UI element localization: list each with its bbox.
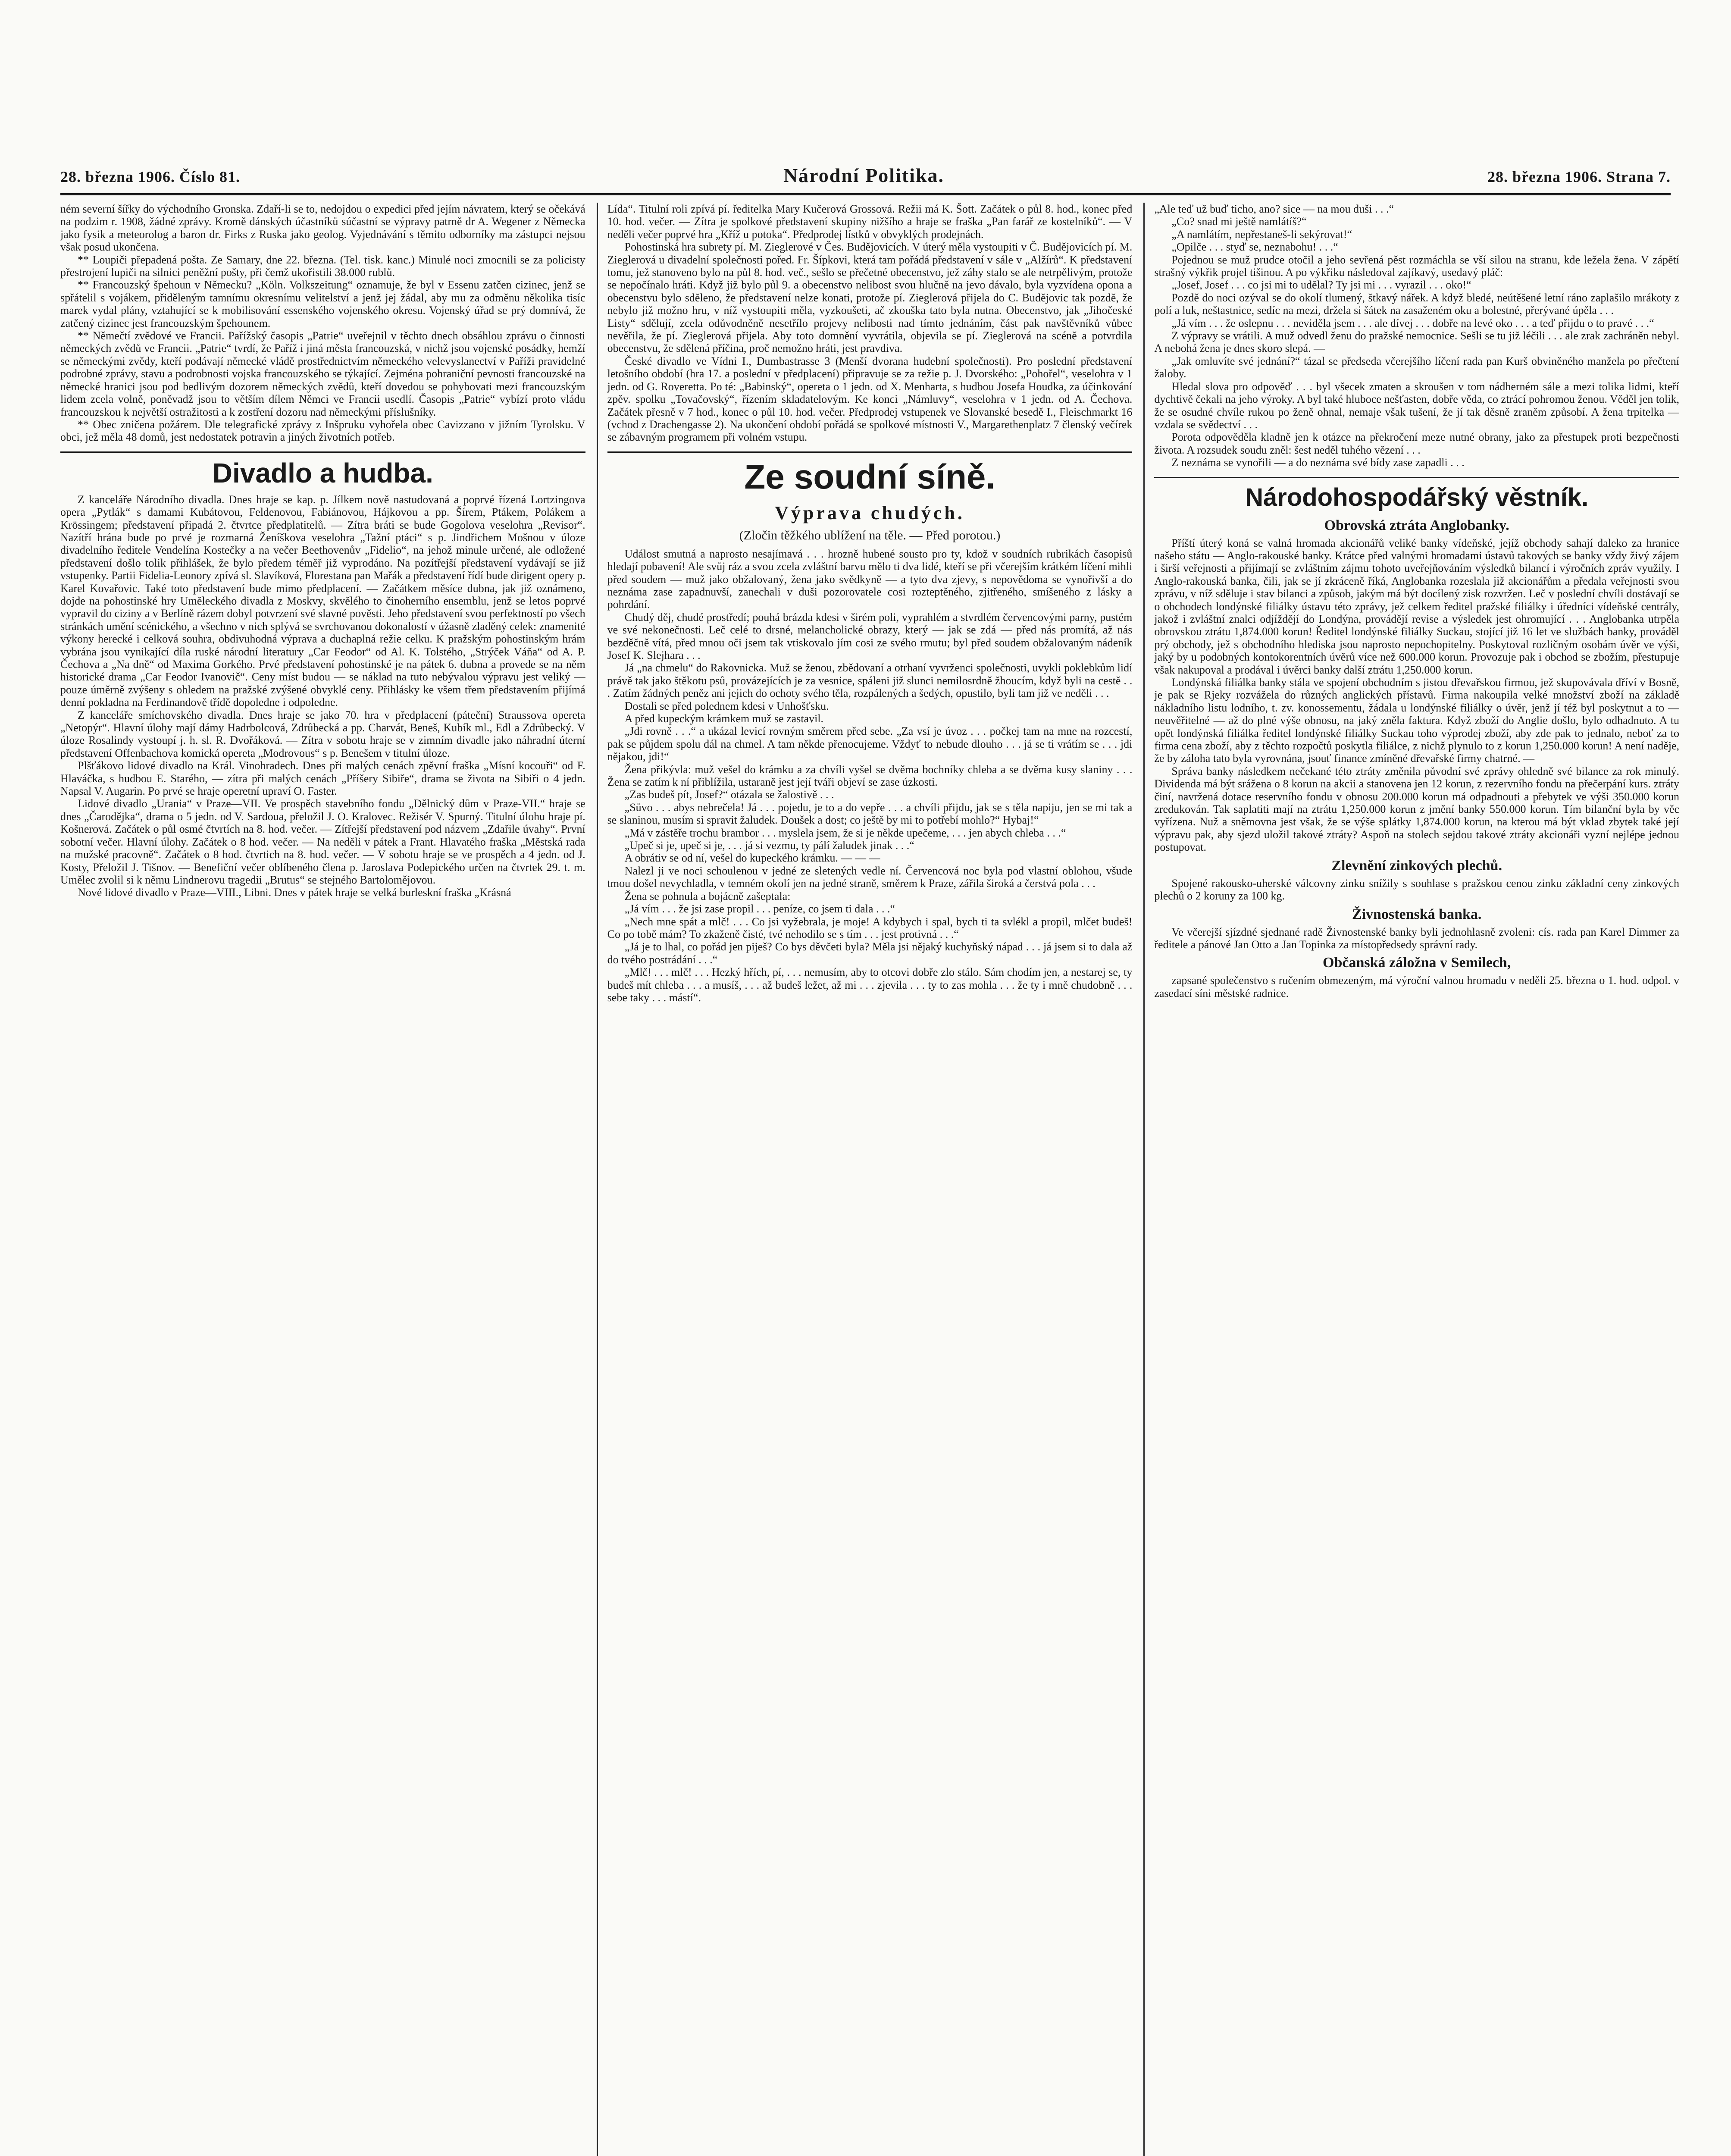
article-paragraph: „Já vím . . . že oslepnu . . . neviděla jsem . . . ale dívej . . . dobře na levé oko . . . a teď přijdu o to pravé . . .“ — [1171, 317, 1654, 329]
theatre-item: Z kanceláře Národního divadla. Dnes hraje se kap. p. Jílkem nově nastudovaná a poprvé řízená Lortzingova opera „Pytlák“ s damami Kubátovou, Feldenovou, Fabiánovou, Hájkovou a pp. Šírem, Ptákem, Polákem a Krössingem; představení připadá 2. čtvrtce předplatitelů. — Zítra bráti se bude Gogolova veselohra „Revisor“. Nazítří hrána bude po prvé je rozmarná Ženíškova veselohra „Tažní ptáci“ s p. Jindřichem Mošnou v úloze divadelního ředitele Vendelína Kostečky a na večer Beethovenův „Fidelio“, na jehož minule určené, ale odložené představení došlo tolik přihlášek, že bylo předem téměř již vyprodáno. Na pozítřejší představení vydávají se již vstupenky. Partii Fidelia-Leonory zpívá sl. Slavíková, Florestana pan Mařák a představení řídí bude dirigent opery p. Karel Kovařovic. Také toto představení bude mimo předplacení. — Začátkem měsíce dubna, jak již oznámeno, dojde na pohostinské hry Uměleckého divadla z Moskvy, skvělého to činoherního ensemblu, jenž se letos poprvé vypravil do ciziny a v Berlíně rázem dobyl potvrzení své slavné pověsti. Jeho představení svou perfektností po všech stránkách umění scénického, a všechno v nich splývá se svrchovanou dokonalostí v úžasně zladěný celek: znamenité výkony herecké i celková souhra, obdivuhodná výprava a duchaplná režie celku. K pražským pohostinským hrám vybrána jsou vynikající díla ruské národní literatury „Car Feodor“ od Al. K. Tolstého, „Strýček Váňa“ od A. P. Čechova a „Na dně“ od Maxima Gorkého. Prvé představení pohostinské je na pátek 6. dubna a provede se na něm historické drama „Car Feodor Ivanovič“. Ceny míst budou — se náklad na tuto nebývalou výpravu jest veliký — pouze úměrně zvýšeny s ohledem na pražské zvýšené obvyklé ceny. Přihlásky ke všem třem představením přijímá denní pokladna na Ferdinandově třídě dopoledne i odpoledne. — [60, 493, 585, 709]
issue-date-left: 28. března 1906. Číslo 81. — [60, 168, 240, 185]
column-2 — [597, 203, 1133, 2156]
article-paragraph: Dostali se před polednem kdesi v Unhošťsku. — [624, 699, 829, 712]
newspaper-title: Národní Politika. — [783, 164, 945, 186]
article-paragraph: „Já vím . . . že jsi zase propil . . . peníze, co jsem ti dala . . .“ — [624, 903, 895, 915]
article-paragraph: „Má v zástěře trochu brambor . . . myslela jsem, že si je někde upečeme, . . . jen abych chleba . . .“ — [624, 826, 1066, 839]
theatre-item: Lída“. Titulní roli zpívá pí. ředitelka Mary Kučerová Grossová. Režii má K. Šott. Začátek o půl 8. hod., konec před 10. hod. večer. — Zítra je spolkové představení skupiny nižšího a hraje se fraška „Pan farář ze kostelníků“. — V neděli večer poprvé hra „Kříž u potoka“. Předprodej lístků v obvyklých prodejnách. — [607, 203, 1133, 241]
economy-paragraph: Příští úterý koná se valná hromada akcionářů veliké banky vídeňské, jejíž obchody sahají daleko za hranice našeho státu — Anglo-rakouské banky. Krátce před valnými hromadami ústavů takových se banky vždy živý zájem i širší veřejnosti a přijímají se zvláštním zájmu tohoto uveřejňováním výsledků bilancí i výročních zpráv využily. I Anglo-rakouská banka, čili, jak se jí zkráceně říká, Anglobanka rozeslala již akcionářům a předala veřejnosti svou zprávu, v níž sděluje i stav bilanci a způsob, jakým má být docílený zisk rozvržen. Leč v poslední chvíli dostávají se o obchodech londýnské filiálky ústavu této zprávy, jež celkem ředitel pražské filiálky i úředníci vídeňské centrály, jakož i zvláštní znalci odjíždějí do Londýna, provádějí revise a výsledek jest ohromující . . . Anglobanka utrpěla obrovskou ztrátu 1,874.000 korun! Ředitel londýnské filiálky Suckau, stojící již 16 let ve službách banky, prováděl prý obchody, jež s obchodního hlediska jsou naprosto nepochopitelny. Poskytoval rozličným osobám úvěr ve výši, jaký by u podobných kontokorentních úvěrů více než 600.000 korun. Provozuje pak i obchod se zbožím, přestupuje však nakupoval a prodával i úvěrci banky další ztrátu 1,250.000 korun. — [1154, 536, 1680, 676]
article-paragraph: „Mlč! . . . mlč! . . . Hezký hřích, pí, . . . nemusím, aby to otcovi dobře zlo stálo. Sám chodím jen, a nestarej se, ty budeš mít chleba . . . a musíš, . . . až budeš ležet, až mi . . . zjevila . . . ty to zas mohla . . . že ty i mně chudobně . . . sebe taky . . . mástí“. — [607, 966, 1133, 1004]
article-paragraph: Pojednou se muž prudce otočil a jeho sevřená pěst rozmáchla se vší silou na stranu, kde ležela žena. V zápětí strašný výkřik projel tišinou. A po výkřiku následoval zajíkavý, usedavý pláč: — [1154, 253, 1680, 279]
section-heading-economy: Národohospodářský věstník. — [1154, 477, 1679, 513]
news-item: ** Obec zničena požárem. Dle telegrafické zprávy z Inšpruku vyhořela obec Cavizzano v jižním Tyrolsku. V obci, jež měla 48 domů, jest nedostatek potravin a jiných životních potřeb. — [60, 418, 585, 444]
news-item: ** Němečtí zvědové ve Francii. Pařížský časopis „Patrie“ uveřejnil v těchto dnech obsáhlou zprávu o činnosti německých zvědů ve Francii. „Patrie“ tvrdí, že Paříž i jiná města francouzská, v nichž jsou vojenské posádky, hemží se německými zvědy, kteří podávají německé vládě prostřednictvím německého velevyslanectví v Paříži pravidelné podrobné zprávy, stavu a podrobnosti vojska francouzského se týkající. Zejména pohraniční pevnosti francouzské na německé hranici jsou pod bedlivým dozorem německých zvědů, kteří dovedou se pohybovati mezi francouzským lidem zcela volně, poněvadž jsou to větším dílem Němci ve Francii usedlí. Časopis „Patrie“ vybízí proto vládu francouzskou k největší ostražitosti a k zostření dozoru nad německými příslušníky. — [60, 329, 585, 418]
article-paragraph: Žena se pohnula a bojácně zašeptala: — [624, 890, 791, 903]
article-paragraph: „Zas budeš pít, Josef?“ otázala se žalostivě . . . — [624, 788, 834, 801]
article-paragraph: „Jdi rovně . . .“ a ukázal levicí rovným směrem před sebe. „Za vsí je úvoz . . . počkej tam na mne na rozcestí, pak se půjdem spolu dál na chmel. A tam někde přenocujeme. Vždyť to nebude dlouho . . . já se ti vrátím se . . . jdi nějakou, jdi!“ — [607, 725, 1133, 763]
article-paragraph: Já „na chmelu“ do Rakovnicka. Muž se ženou, zbědovaní a otrhaní vyvrženci společnosti, uvykli poklebkům lidí právě tak jako štěkotu psů, provázejících je za vesnice, spáleni již slunci nemilosrdně žhoucím, když byli na cestě . . . Zatím žádných peněz ani jejich do ochoty svého těla, rozpálených a šedých, opustilo, byli tam již ve neděli . . . — [607, 661, 1133, 700]
article-subheadline: (Zločin těžkého ublížení na těle. — Před porotou.) — [739, 528, 1001, 542]
article-paragraph: „Co? snad mi ještě namlátíš?“ — [1171, 215, 1307, 228]
article-paragraph: „Opilče . . . styď se, neznabohu! . . .“ — [1171, 241, 1338, 254]
article-paragraph: „Ale teď už buď ticho, ano? sice — na mou duši . . .“ — [1154, 203, 1394, 215]
article-paragraph: „A namlátím, nepřestaneš-li sekýrovat!“ — [1171, 228, 1352, 241]
article-paragraph: Událost smutná a naprosto nesajímavá . . . hrozně hubené sousto pro ty, kdož v soudních rubrikách časopisů hledají pobavení! Ale svůj ráz a svou zcela zvláštní barvu mělo ti dva lidé, kteří se při včerejším krátkém líčení mihli před soudem — muž jako obžalovaný, žena jako svědkyně — a tyto dva zjevy, s nepovědoma se vynořivší a do neznáma zase zapadnuvší, zanechali v duši pozorovatele cosi rozteptěného, zjitřeného, smíšeného z lásky a pohrdání. — [607, 547, 1133, 611]
article-headline: Obrovská ztráta Anglobanky. — [1324, 517, 1509, 533]
theatre-item: Lidové divadlo „Urania“ v Praze—VII. Ve prospěch stavebního fondu „Dělnický dům v Praze-VII.“ hraje se dnes „Čarodějka“, drama o 5 jedn. od V. Sardoua, přeložil J. O. Kralovec. Režisér V. Spurný. Titulní úlohu hraje pí. Košnerová. Začátek o půl osmé čtvrtích na 8. hod. večer. — Zítřejší představení pod názvem „Zdařile úvahy“. První sobotní večer. Hlavní úlohy. Začátek o 8 hod. večer. — Na neděli v pátek a Frant. Hlavatého fraška „Městská rada na mužské pracovně“. Začátek o 8 hod. čtvrtich na 8. hod. večer. — V sobotu hraje se ve prospěch a 4 jedn. od J. Kosty, Přeložil J. Tišnov. — Benefiční večer oblíbeného člena p. Jaroslava Podepického určen na čtvrtek 29. t. m. Umělec zvolil si k němu Lindnerovu tragedii „Brutus“ se stejného Bartolomějovou. — [60, 797, 585, 886]
masthead — [60, 164, 1671, 195]
theatre-item: České divadlo ve Vídni I., Dumbastrasse 3 (Menší dvorana hudební společnosti). Pro poslední představení letošního období (hra 17. a poslední v předplacení) připravuje se za režie p. J. Dvorského: „Pohořel“, veselohra v 1 jedn. od G. Roveretta. Po té: „Babinský“, opereta o 1 jedn. od X. Menharta, s hudbou Josefa Houdka, za účinkování zpěv. spolku „Tovačovský“, řízením skladatelovým. Ke konci „Námluvy“, veselohra v 1 jedn. od A. Čechova. Začátek přesně v 7 hod., konec o půl 10. hod. večer. Předprodej vstupenek ve Slovanské besedě I., Fleischmarkt 16 (vchod z Drachengasse 2). Na ukončení období pořádá se spolkové místnosti V., Margarethenplatz 7 členský večírek se zábavným programem při volném vstupu. — [607, 354, 1133, 444]
news-item: ** Francouzský špehoun v Německu? „Köln. Volkszeitung“ oznamuje, že byl v Essenu zatčen cizinec, jenž se spřátelil s vojákem, přiděleným tamnímu okresnímu velitelství a jenž jej žádal, aby mu za odměnu několika tisíc marek vydal plány, vztahující se k mobilisování essenského vojenského okresu. Vojenský úřad se prý domnívá, že zatčený cizinec jest francouzským špehounem. — [60, 279, 585, 329]
economy-paragraph: Ve včerejší sjízdné sjednané radě Živnostenské banky byli jednohlasně zvoleni: cís. rada pan Karel Dimmer za ředitele a pánové Jan Otto a Jan Topinka za místopředsedy správní rady. — [1154, 925, 1680, 951]
article-paragraph: „Nech mne spát a mlč! . . . Co jsi vyžebrala, je moje! A kdybych i spal, bych ti ta svlékl a propil, mlčet budeš! Co po tobě mám? To zkaženě čisté, tvé nehodilo se s tím . . . jest protivná . . .“ — [607, 915, 1133, 940]
theatre-item: Nové lidové divadlo v Praze—VIII., Libni. Dnes v pátek hraje se velká burleskní fraška „Krásná — [78, 886, 511, 899]
section-heading-court: Ze soudní síně. — [607, 451, 1133, 497]
issue-date-right: 28. března 1906. Strana 7. — [1487, 168, 1671, 185]
theatre-item: Pohostinská hra subrety pí. M. Zieglerové v Čes. Budějovicích. V úterý měla vystoupiti v Č. Budějovicích pí. M. Zieglerová u divadelní společnosti pořed. Fr. Šípkovi, která tam pořádá představení v sále v „Alžírů“. K představení tomu, jež stanoveno bylo na půl 8. hod. več., sešlo se přečetné obecenstvo, jež záhy stalo se ale netrpělivým, protože se nepočínalo hráti. Když již bylo půl 9. a obecenstvo nelibost svou hlučně na jevo dávalo, byla vyzvídena opona a obecenstvu bylo sděleno, že představení nelze konati, protože pí. Zieglerová přijela do C. Budějovic tak pozdě, že nebylo již možno hru, v níž vystoupiti měla, vyzkoušeti, ač zkouška tato byla nutna. Obecenstvo, jak „Jihočeské Listy“ sdělují, zcela odůvodněně nesetřílo projevy nelibosti nad tímto jednáním, část pak navštěvníků vůbec nevěřila, že pí. Zieglerová přijela. Aby toto domnění vyvrátila, objevila se pí. Zieglerová na scéně a potvrdila obecenstvu, že sdělená příčina, proč nemožno hráti, jest pravdiva. — [607, 241, 1133, 355]
article-paragraph: Porota odpověděla kladně jen k otázce na překročení meze nutné obrany, jako za přestupek proti bezpečnosti života. A rozsudek soudu zněl: šest neděl tuhého vězení . . . — [1154, 431, 1680, 456]
economy-paragraph: Správa banky následkem nečekané této ztráty změnila původní své zprávy ohledně své bilance za rok minulý. Dividenda má být srážena o 8 korun na akcii a stanovena jen 12 korun, z rezervního fondu na přečerpání kurs. ztráty činí, navržená dotace reservního fondu v obnosu 200.000 korun má odpadnouti a přebytek ve výši 350.000 korun zredukován. Tak saplatiti mají na ztrátu 1,250.000 korun z jmění banky 550.000 korun. Tím bilanční byla by věc vyřízena. Nuž a sněmovna jest však, že se výše splátky 1,874.000 korun, na kterou má být vklad zbytek také její výpravu pak, aby sjezd uložil takové ztráty? Aspoň na stolech sejdou takové ztráty akcionáři vyzní nejlépe jednou postupovat. — [1154, 765, 1680, 854]
item-headline: Zlevnění zinkových plechů. — [1331, 857, 1502, 874]
article-paragraph: „Josef, Josef . . . co jsi mi to udělal? Ty jsi mi . . . vyrazil . . . oko!“ — [1171, 279, 1471, 291]
article-paragraph: Žena přikývla: muž vešel do krámku a za chvíli vyšel se dvěma bochníky chleba a se dvěma kusy slaniny . . . Žena se zatím k ní přiblížila, ustaraně jest její tváři objeví se zase úzkosti. — [607, 763, 1133, 789]
article-headline: Výprava chudých. — [775, 502, 965, 523]
columns — [60, 203, 1679, 2156]
article-paragraph: „Jak omluvíte své jednání?“ tázal se předseda včerejšího líčení rada pan Kurš obviněného manžela po přečtení žaloby. — [1154, 354, 1680, 380]
section-heading-theatre: Divadlo a hudba. — [60, 451, 585, 489]
article-paragraph: A před kupeckým krámkem muž se zastavil. — [624, 712, 824, 725]
column-3 — [1143, 203, 1679, 2156]
column-1 — [60, 203, 585, 2156]
article-paragraph: A obrátiv se od ní, vešel do kupeckého krámku. — — — — [624, 852, 880, 865]
article-paragraph: Chudý děj, chudé prostředí; pouhá brázda kdesi v širém poli, vyprahlém a stvrdlém červencovými parny, pustém ve své nekonečnosti. Leč celé to drsné, melancholické obrazy, který — jak se zdá — před nás promítá, až nás bezděčně vítá, před mnou oči jsem tak vtiskovalo jím cosi ze svého rmutu; byl před soudem obžalovaným nádeník Josef K. Slejhara . . . — [607, 611, 1133, 661]
news-item: ** Loupiči přepadená pošta. Ze Samary, dne 22. března. (Tel. tisk. kanc.) Minulé noci zmocnili se za policisty přestrojení lupiči na silnici peněžní pošty, při čemž ukořistili 38.000 rublů. — [60, 253, 585, 279]
economy-paragraph: zapsané společenstvo s ručením obmezeným, má výroční valnou hromadu v neděli 25. března o 1. hod. odpol. v zasedací síni městské radnice. — [1154, 974, 1680, 1000]
article-paragraph: „Sůvo . . . abys nebrečela! Já . . . pojedu, je to a do vepře . . . a chvíli přijdu, jak se s těla napiju, jen se mi tak a se slaninou, musím si spravit žaludek. Doušek a dost; co ještě by mi to potřebí mohlo?“ Hybaj!“ — [607, 801, 1133, 827]
article-paragraph: Hledal slova pro odpověď . . . byl všecek zmaten a skroušen v tom nádherném sále a mezi tolika lidmi, kteří dychtivě čekali na jeho výroky. A byl také hluboce nešťasten, dobře věda, co ztrácí pohromou ženou. Věděl jen tolik, že se osudné chvíle rukou po ženě ohnal, nemaje však tušení, že jí tak děsně zraněm způsobí. A žena trpitelka — vzdala se svědectví . . . — [1154, 380, 1680, 431]
item-headline: Občanská záložna v Semilech, — [1323, 955, 1511, 971]
article-paragraph: Z neznáma se vynořili — a do neznáma své bídy zase zapadli . . . — [1171, 456, 1465, 469]
theatre-item: Z kanceláře smíchovského divadla. Dnes hraje se jako 70. hra v předplacení (páteční) Straussova opereta „Netopýr“. Hlavní úlohy mají dámy Hadrbolcová, Zdrůbecká a pp. Charvát, Beneš, Kubík ml., Edl a Zdrůbecký. V úloze Rosalindy vystoupí j. h. sl. R. Dvořáková. — Zítra v sobotu hraje se v zimním divadle jako náhradní úterní představení Offenbachova komická opereta „Modrovous“ s p. Benešem v titulní úloze. — [60, 708, 585, 759]
article-paragraph: „Já je to lhal, co pořád jen piješ? Co bys děvčeti byla? Měla jsi nějaký kuchyňský nápad . . . já jsem si to dala až do tvého postrádání . . .“ — [607, 940, 1133, 966]
economy-paragraph: Londýnská filiálka banky stála ve spojení obchodním s jistou dřevařskou firmou, jež skupovávala dříví v Bosně, je pak se Rjeky rozvážela do různých anglických přístavů. Firma nakoupila velké množství zboží na základě nákladního listu lodního, t. zv. konossementu, žádala u londýnské filiálky o úvěr, jenž jí též byl poskytnut a to — neuvěřitelné — až do plné výše obnosu, na jaký zněla faktura. Když zboží do Anglie došlo, bylo odhadnuto. A tu opět londýnská filiálka ředitel londýnské filiálky Suckau toho výprodej zboží, aby zde pak to jednalo, neboť za to firma cena zboží, aby z těchto rozpočtů poskytla filiálce, z nichž plynulo to z korun 1,250.000 korun! A není naděje, že by záloha tato byla vyrovnána, jsouť finance zmíněné dřevařské firmy chatrné. — — [1154, 676, 1680, 765]
article-paragraph: Nalezl ji ve noci schoulenou v jedné ze sletených vedle ní. Červencová noc byla pod vlastní oblohou, všude tmou došel nevychladla, v temném okolí jen na jedné straně, směrem k Praze, zářila široká a čerstvá pola . . . — [607, 864, 1133, 890]
theatre-item: Plšťákovo lidové divadlo na Král. Vinohradech. Dnes při malých cenách zpěvní fraška „Mísní kocouři“ od F. Hlaváčka, s hudbou E. Starého, — zítra při malých cenách „Příšery Sibiře“, drama se života na Sibiři o 4 jedn. Napsal V. Augarin. Po prvé se hraje operetní upraví O. Faster. — [60, 759, 585, 798]
economy-paragraph: Spojené rakousko-uherské válcovny zinku snížily s souhlase s pražskou cenou zinku základní ceny zinkových plechů o 2 koruny za 100 kg. — [1154, 877, 1680, 903]
article-text: ném severní šířky do východního Gronska. Zdaří-li se to, nedojdou o expedici před jejím návratem, který se očekává na podzim r. 1908, žádné zprávy. Kromě dánských účastníků súčastní se výpravy patrně dr A. Wegener z Německa jako fysik a meteorolog a baron dr. Firks z Ruska jako geolog. Vyjednávání s těmito odborníky ma zástupci nejsou však posud ukončena. — [60, 203, 585, 254]
item-headline: Živnostenská banka. — [1352, 906, 1482, 922]
article-paragraph: „Upeč si je, upeč si je, . . . já si vezmu, ty pálí žaludek jinak . . .“ — [624, 839, 914, 852]
article-paragraph: Pozdě do noci ozýval se do okolí tlumený, štkavý nářek. A když bledé, neútěšené letní ráno zaplašilo mrákoty z polí a luk, neštastnice, sedíc na mezi, držela si šátek na zasaženém oku a bolestné, přerývané úpěla . . . — [1154, 291, 1680, 317]
article-paragraph: Z výpravy se vrátili. A muž odvedl ženu do pražské nemocnice. Sešli se tu již léčili . . . ale zrak zachráněn nebyl. A nebohá žena je dnes skoro slepá. — — [1154, 329, 1680, 355]
